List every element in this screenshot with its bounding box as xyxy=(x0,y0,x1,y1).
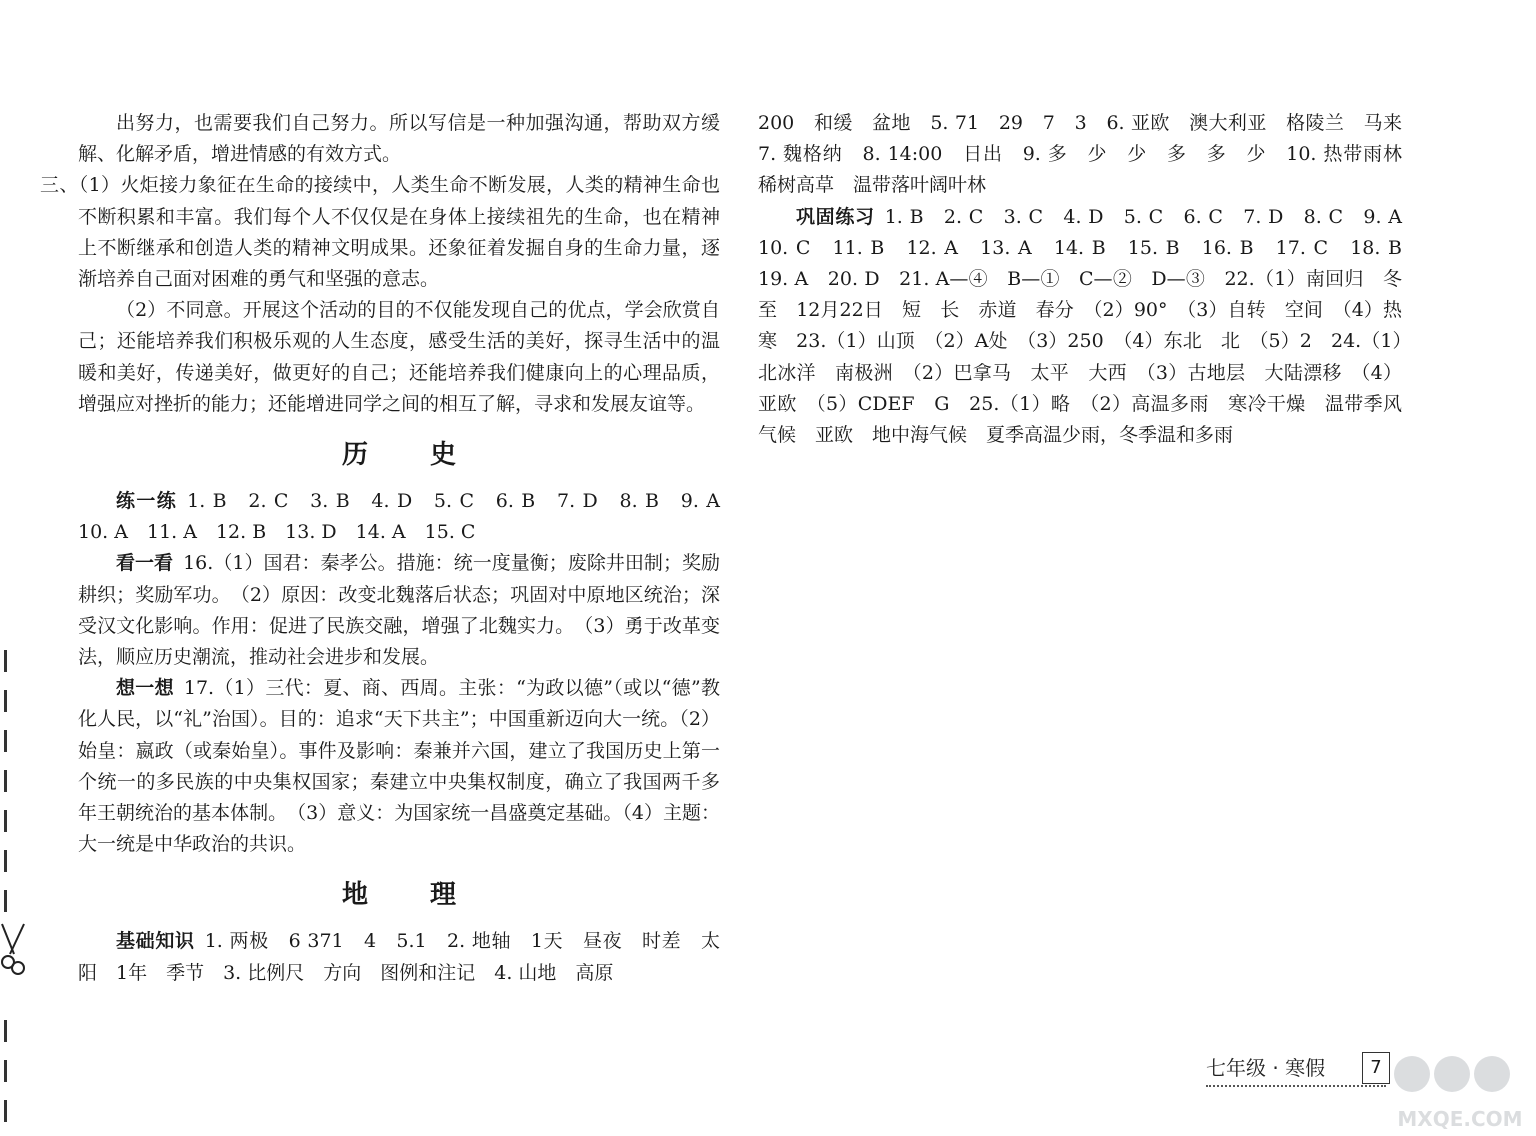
answer-label: 巩固练习 xyxy=(796,205,875,228)
left-column xyxy=(40,108,740,989)
right-column xyxy=(758,108,1422,451)
section-title-geography: 地理 xyxy=(341,880,518,911)
answer-text: 16.（1）国君：秦孝公。措施：统一度量衡；废除井田制；奖励耕织；奖励军功。 （2）原因：改变北魏落后状态；巩固对中原地区统治；深受汉文化影响。作用：促进了民族交融，增强了北魏实力。 （3）勇于改革变法，顺应历史潮流，推动社会进步和发展。 xyxy=(78,552,720,669)
answer-block xyxy=(78,486,740,548)
page-number: 7 xyxy=(1362,1052,1390,1084)
answer-label: 练一练 xyxy=(116,490,178,513)
answer-label: 基础知识 xyxy=(116,930,195,953)
answer-text: 1. B 2. C 3. C 4. D 5. C 6. C 7. D 8. C 9. A 10. C 11. B 12. A 13. A 14. B 15. B 16. B 17. C 18. B 19. A 20. D 21. A—④ B—① C—② D—③ 22.（1）南回归 冬至 12月22日 短 长 赤道 春分 （2）90° （3）自转 空间 （4）热 寒 23.（1）山顶 （2）A处 （3）250 （4）东北 北 （5）2 24.（1）北冰洋 南极洲 （2）巴拿马 太平 大西 （3）古地层 大陆漂移 （4）亚欧 （5）CDEF G 25.（1）略 （2）高温多雨 寒冷干燥 温带季风气候 亚欧 地中海气候 夏季高温少雨，冬季温和多雨 xyxy=(758,205,1422,447)
answer-text: 200 和缓 盆地 5. 71 29 7 3 6. 亚欧 澳大利亚 格陵兰 马来 7. 魏格纳 8. 14:00 日出 9. 多 少 少 多 多 少 10. 热带雨林 稀树高草 温带落叶阔叶林 xyxy=(758,112,1422,197)
paragraph: 三、（1）火炬接力象征在生命的接续中，人类生命不断发展，人类的精神生命也不断积累和丰富。我们每个人不仅仅是在身体上接续祖先的生命，也在精神上不断继承和创造人类的精神文明成果。还象征着发掘自身的生命力量，逐渐培养自己面对困难的勇气和坚强的意志。 xyxy=(40,174,720,291)
answer-label: 想一想 xyxy=(116,677,174,700)
paragraph: （2）不同意。开展这个活动的目的不仅能发现自己的优点，学会欣赏自己；还能培养我们积极乐观的人生态度，感受生活的美好，探寻生活中的温暖和美好，传递美好，做更好的自己；还能培养我们健康向上的心理品质，增强应对挫折的能力；还能增进同学之间的相互了解，寻求和发展友谊等。 xyxy=(78,299,720,415)
answer-block xyxy=(78,673,720,860)
answer-label: 看一看 xyxy=(116,552,174,575)
answer-text: 1. 两极 6 371 4 5.1 2. 地轴 1天 昼夜 时差 太阳 1年 季节 3. 比例尺 方向 图例和注记 4. 山地 高原 xyxy=(78,930,720,984)
answer-text: 17.（1）三代：夏、商、西周。主张：“为政以德”（或以“德”教化人民，以“礼”治国）。目的：追求“天下共主”；中国重新迈向大一统。（2）始皇：嬴政（或秦始皇）。事件及影响：秦兼并六国，建立了我国历史上第一个统一的多民族的中央集权国家；秦建立中央集权制度，确立了我国两千多年王朝统治的基本体制。 （3）意义：为国家统一昌盛奠定基础。（4）主题：大一统是中华政治的共识。 xyxy=(78,677,720,856)
paragraph: 出努力，也需要我们自己努力。所以写信是一种加强沟通，帮助双方缓解、化解矛盾，增进情感的有效方式。 xyxy=(78,112,720,166)
answer-text: 1. B 2. C 3. B 4. D 5. C 6. B 7. D 8. B 9. A 10. A 11. A 12. B 13. D 14. A 15. C xyxy=(78,490,740,544)
section-title-history: 历史 xyxy=(341,440,518,471)
watermark-text: MXQE.COM xyxy=(1397,1107,1523,1131)
answer-block xyxy=(78,548,720,673)
footer-label: 七年级 · 寒假 xyxy=(1206,1052,1386,1087)
scissors-icon xyxy=(0,920,26,980)
answer-block xyxy=(758,202,1422,452)
cut-line xyxy=(0,620,12,1120)
watermark-logo xyxy=(1390,1040,1530,1136)
answer-block xyxy=(78,926,720,988)
